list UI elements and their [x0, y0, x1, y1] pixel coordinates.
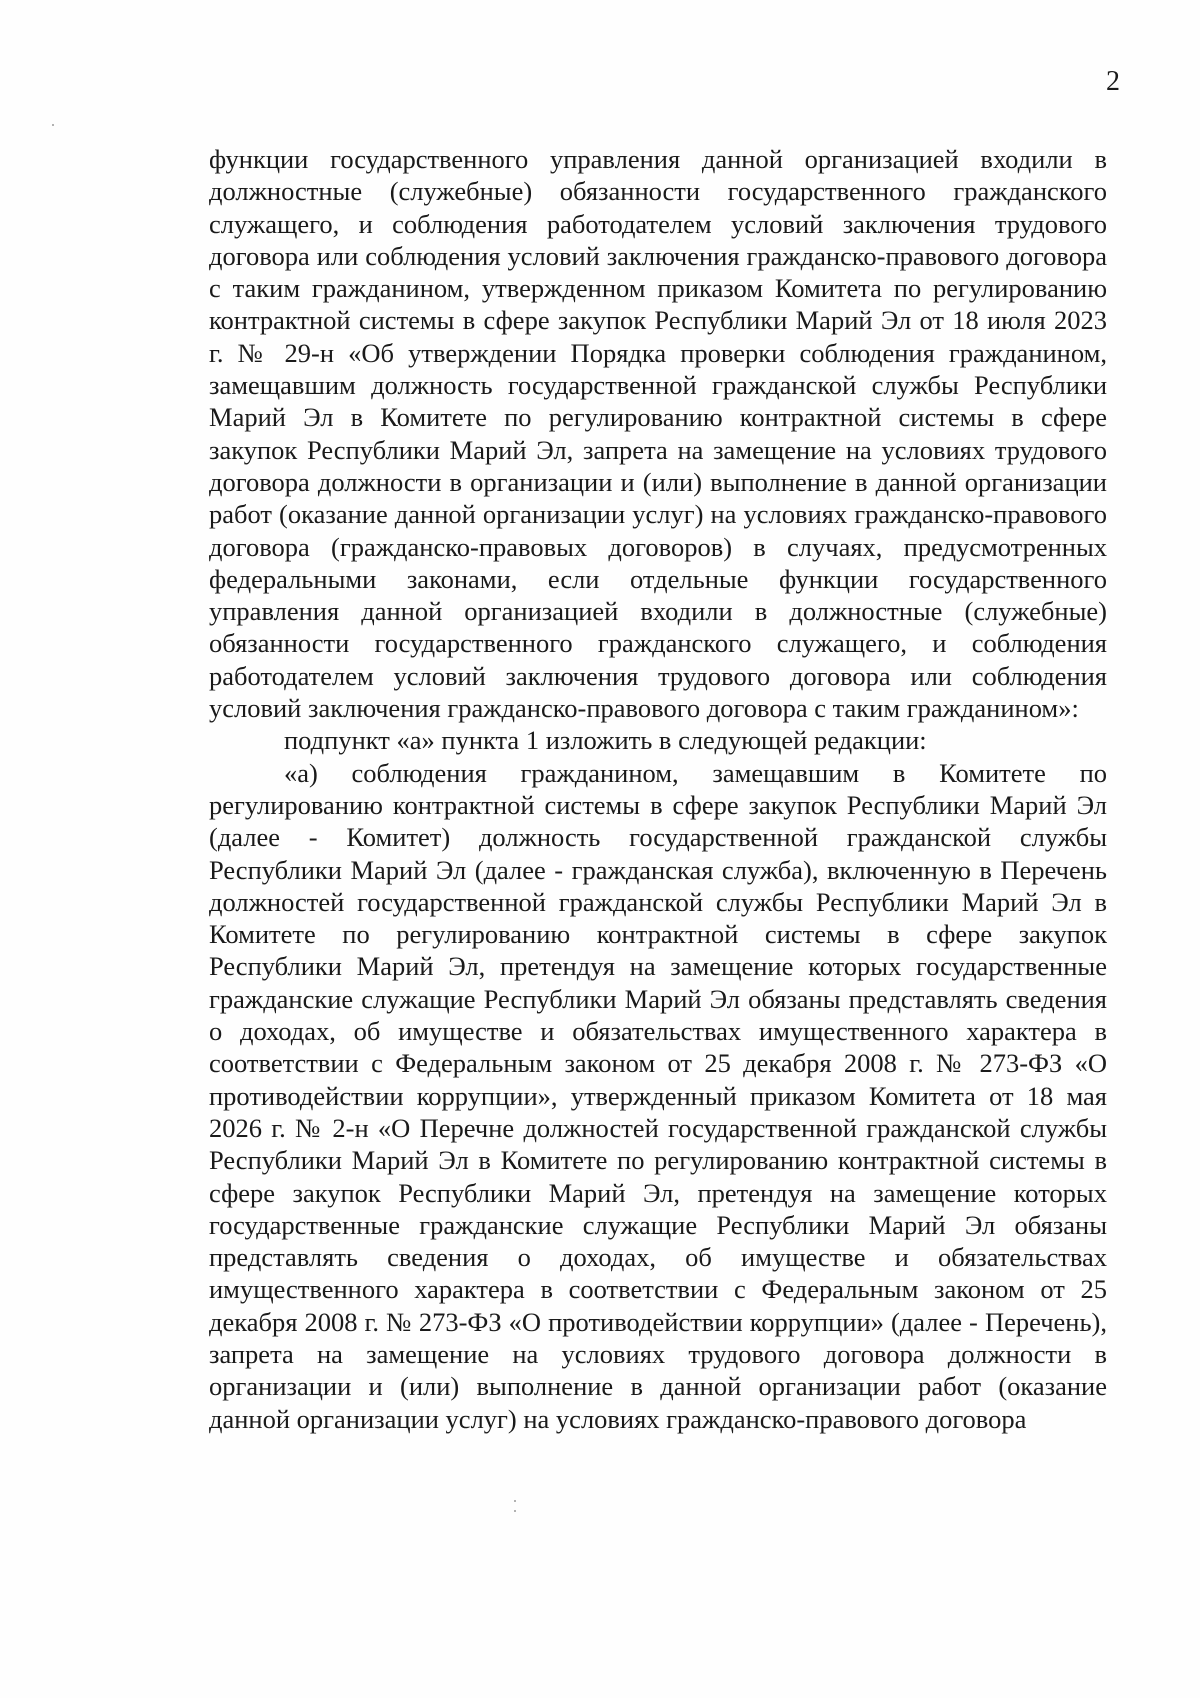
- paragraph-subclause-a: «а) соблюдения гражданином, замещавшим в Комитете по регулированию контрактной системы в сфере закупок Республики Марий Эл (далее - Комитет) должность государственной гражданской службы Республики Марий Эл (далее - гражданская служба), включенную в Перечень должностей государственной гражданской службы Республики Марий Эл в Комитете по регулированию контрактной системы в сфере закупок Республики Марий Эл, претендуя на замещение которых государственные гражданские служащие Республики Марий Эл обязаны представлять сведения о доходах, об имуществе и обязательствах имущественного характера в соответствии с Федеральным законом от 25 декабря 2008 г. № 273-ФЗ «О противодействии коррупции», утвержденный приказом Комитета от 18 мая 2026 г. № 2-н «О Перечне должностей государственной гражданской службы Республики Марий Эл в Комитете по регулированию контрактной системы в сфере закупок Республики Марий Эл, претендуя на замещение которых государственные гражданские служащие Республики Марий Эл обязаны представлять сведения о доходах, об имуществе и обязательствах имущественного характера в соответствии с Федеральным законом от 25 декабря 2008 г. № 273-ФЗ «О противодействии коррупции» (далее - Перечень), запрета на замещение на условиях трудового договора должности в организации и (или) выполнение в данной организации работ (оказание данной организации услуг) на условиях гражданско-правового договора: [209, 757, 1107, 1434]
- page-number: 2: [1106, 66, 1120, 97]
- scan-speck: [514, 1500, 516, 1502]
- scan-speck: [52, 124, 54, 126]
- scan-speck: [514, 1510, 516, 1512]
- paragraph-continuation: функции государственного управления данной организацией входили в должностные (служебные) обязанности государственного гражданского служащего, и соблюдения работодателем условий заключения трудового договора или соблюдения условий заключения гражданско-правового договора с таким гражданином, утвержденном приказом Комитета по регулированию контрактной системы в сфере закупок Республики Марий Эл от 18 июля 2023 г. № 29-н «Об утверждении Порядка проверки соблюдения гражданином, замещавшим должность государственной гражданской службы Республики Марий Эл в Комитете по регулированию контрактной системы в сфере закупок Республики Марий Эл, запрета на замещение на условиях трудового договора должности в организации и (или) выполнение в данной организации работ (оказание данной организации услуг) на условиях гражданско-правового договора (гражданско-правовых договоров) в случаях, предусмотренных федеральными законами, если отдельные функции государственного управления данной организацией входили в должностные (служебные) обязанности государственного гражданского служащего, и соблюдения работодателем условий заключения трудового договора или соблюдения условий заключения гражданско-правового договора с таким гражданином»:: [209, 144, 1107, 724]
- paragraph-amendment-instruction: подпункт «а» пункта 1 изложить в следующей редакции:: [284, 725, 927, 756]
- document-body: [209, 143, 1107, 1435]
